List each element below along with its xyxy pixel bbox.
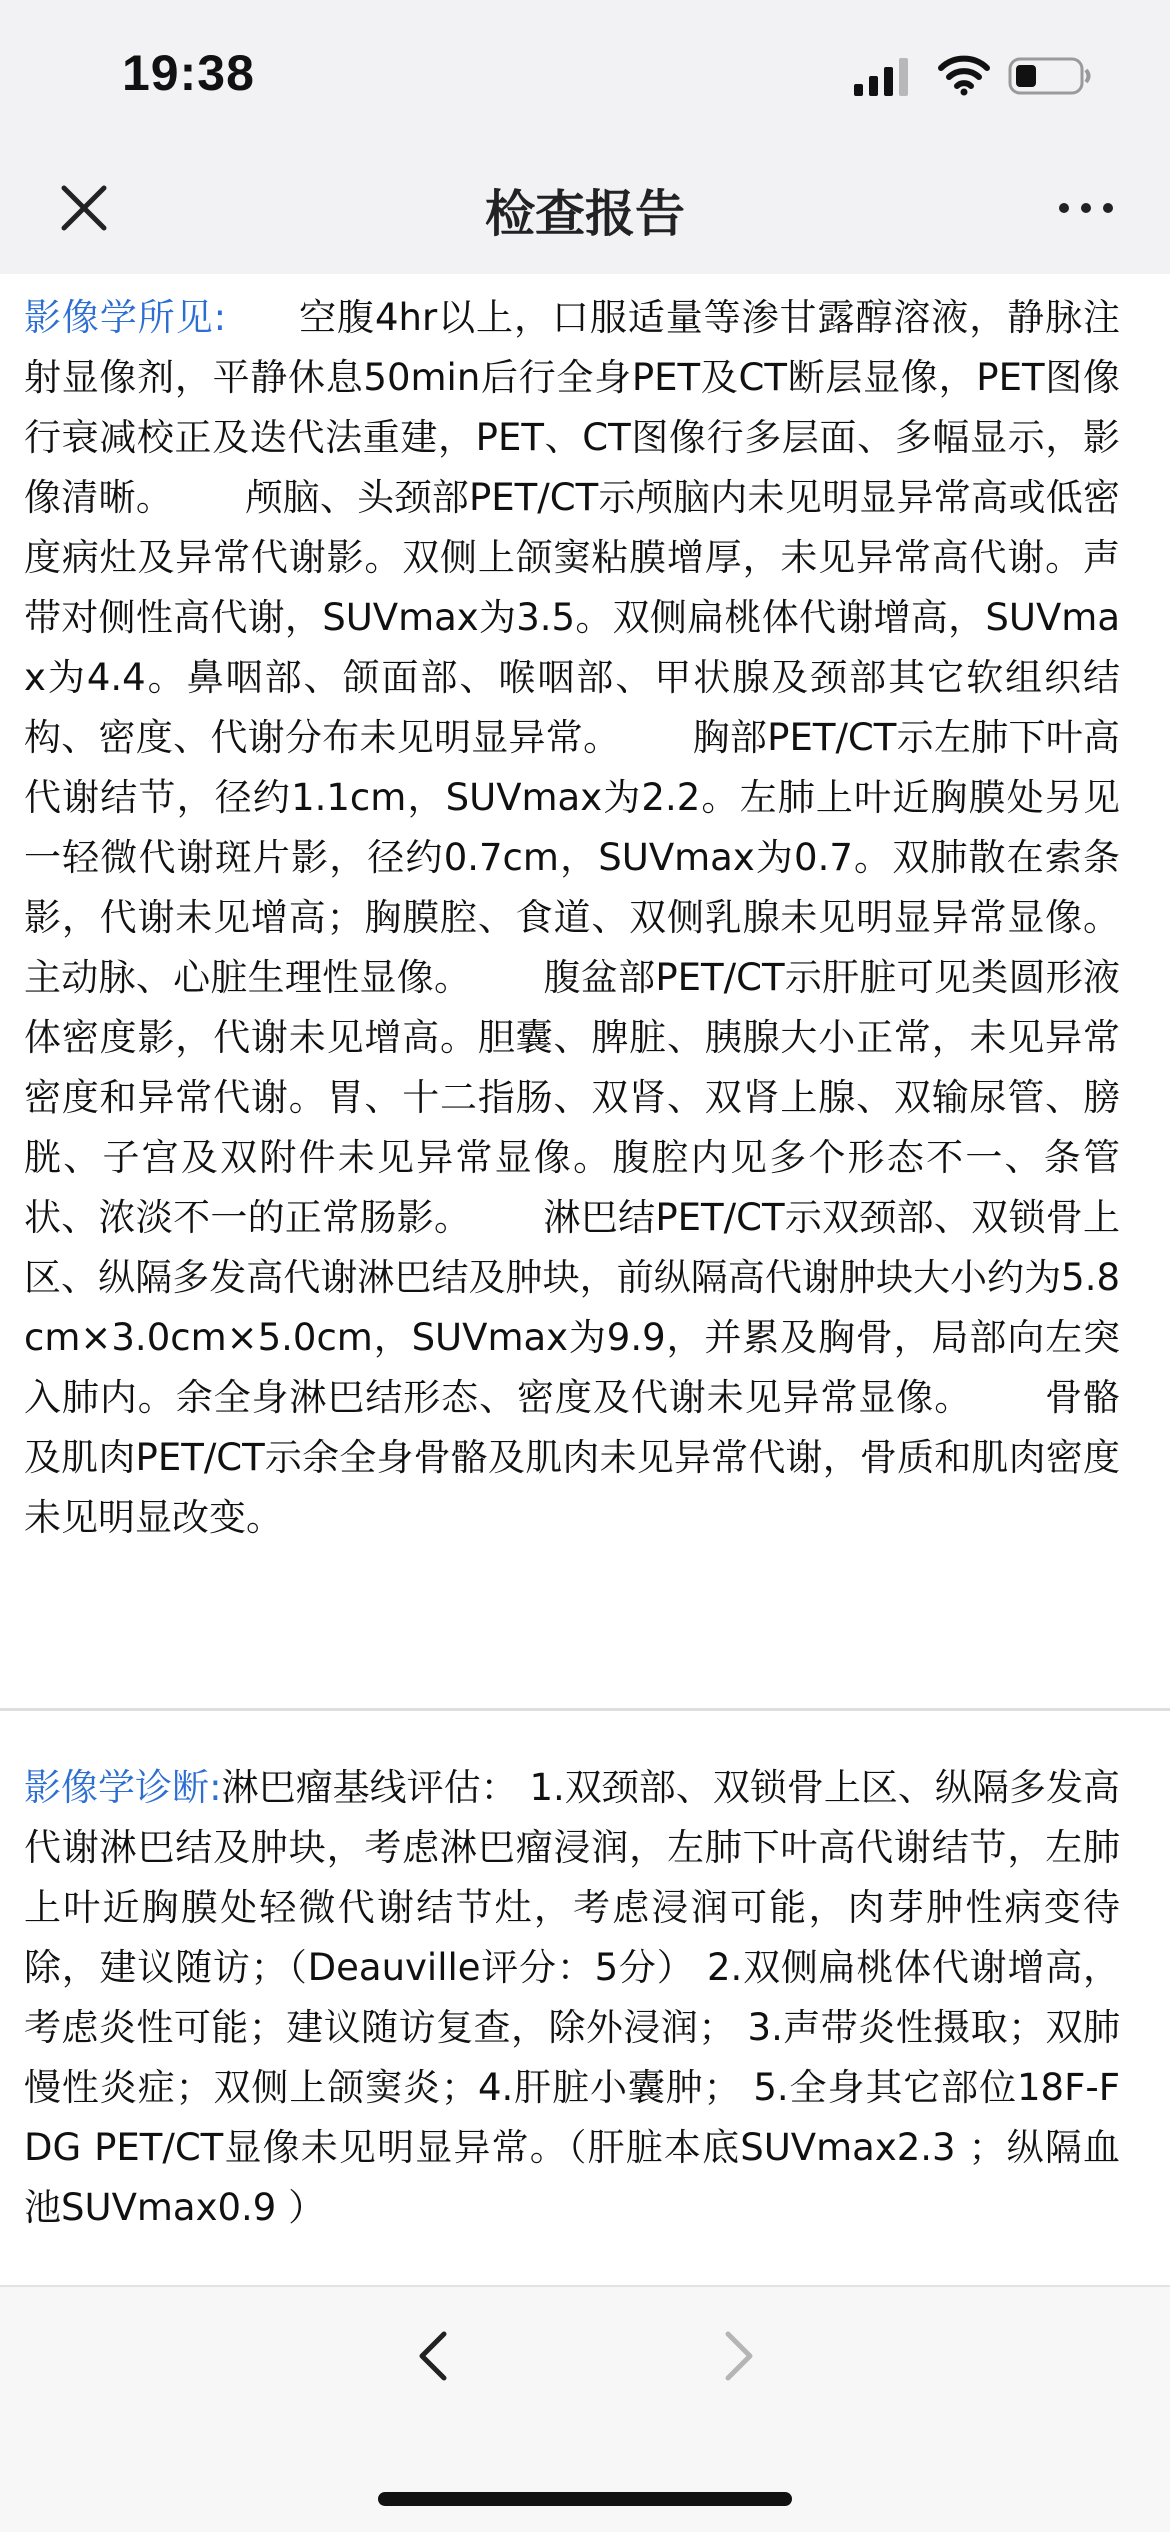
findings-section — [24, 288, 1120, 1548]
status-bar — [0, 0, 1170, 150]
wifi-icon — [938, 52, 990, 96]
findings-paragraph: 胸部PET/CT示左肺下叶高代谢结节，径约1.1cm，SUVmax为2.2。左肺上叶近胸膜处另见一轻微代谢斑片影，径约0.7cm，SUVmax为0.7。双肺散在索条影，代谢未见增高；胸膜腔、食道、双侧乳腺未见明显异常显像。主动脉、心脏生理性显像。 — [24, 716, 1120, 999]
findings-label: 影像学所见: — [24, 296, 227, 339]
diagnosis-label: 影像学诊断: — [24, 1766, 222, 1809]
section-divider — [0, 1708, 1170, 1711]
report-content[interactable] — [0, 274, 1170, 2286]
findings-paragraph: 颅脑、头颈部PET/CT示颅脑内未见明显异常高或低密度病灶及异常代谢影。双侧上颌窦粘膜增厚，未见异常高代谢。声带对侧性高代谢，SUVmax为3.5。双侧扁桃体代谢增高，SUVmax为4.4。鼻咽部、颌面部、喉咽部、甲状腺及颈部其它软组织结构、密度、代谢分布未见明显异常。 — [24, 476, 1120, 759]
chevron-right-icon[interactable] — [712, 2326, 762, 2386]
diagnosis-section — [24, 1758, 1120, 2238]
signal-icon — [852, 56, 912, 96]
chevron-left-icon[interactable] — [410, 2326, 460, 2386]
findings-paragraph: 空腹4hr以上，口服适量等渗甘露醇溶液，静脉注射显像剂，平静休息50min后行全身PET及CT断层显像，PET图像行衰减校正及迭代法重建，PET、CT图像行多层面、多幅显示，影像清晰。 — [24, 296, 1121, 519]
findings-paragraph: 腹盆部PET/CT示肝脏可见类圆形液体密度影，代谢未见增高。胆囊、脾脏、胰腺大小正常，未见异常密度和异常代谢。胃、十二指肠、双肾、双肾上腺、双输尿管、膀胱、子宫及双附件未见异常显像。腹腔内见多个形态不一、条管状、浓淡不一的正常肠影。 — [24, 956, 1120, 1239]
battery-icon — [1008, 56, 1092, 96]
findings-paragraph: 淋巴结PET/CT示双颈部、双锁骨上区、纵隔多发高代谢淋巴结及肿块，前纵隔高代谢肿块大小约为5.8cm×3.0cm×5.0cm，SUVmax为9.9，并累及胸骨，局部向左突入肺内。余全身淋巴结形态、密度及代谢未见异常显像。 — [24, 1196, 1120, 1419]
more-icon[interactable] — [1056, 198, 1116, 218]
status-time: 19:38 — [122, 45, 255, 101]
home-indicator[interactable] — [378, 2492, 792, 2506]
page-title: 检查报告 — [485, 185, 685, 243]
findings-paragraph: 骨骼及肌肉PET/CT示余全身骨骼及肌肉未见异常代谢，骨质和肌肉密度未见明显改变。 — [24, 1376, 1121, 1539]
diagnosis-text: 淋巴瘤基线评估： 1.双颈部、双锁骨上区、纵隔多发高代谢淋巴结及肿块，考虑淋巴瘤浸润，左肺下叶高代谢结节，左肺上叶近胸膜处轻微代谢结节灶，考虑浸润可能，肉芽肿性病变待除，建议随访；（Deauville评分：5分） 2.双侧扁桃体代谢增高，考虑炎性可能；建议随访复查，除外浸润； 3.声带炎性摄取；双肺慢性炎症；双侧上颌窦炎；4.肝脏小囊肿； 5.全身其它部位18F-FDG PET/CT显像未见明显异常。（肝脏本底SUVmax2.3 ；纵隔血池SUVmax0.9 ） — [24, 1766, 1120, 2229]
